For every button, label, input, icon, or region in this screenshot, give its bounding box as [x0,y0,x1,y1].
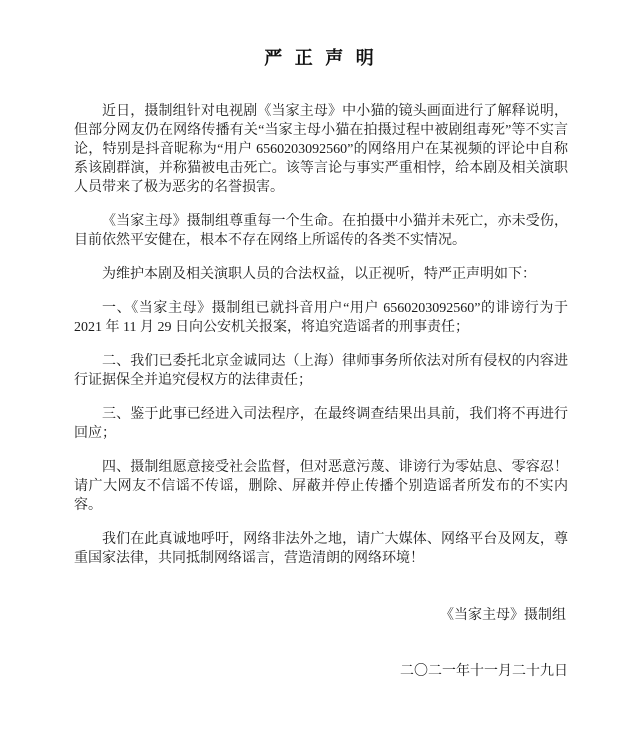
paragraph-appeal: 我们在此真诚地呼吁，网络非法外之地，请广大媒体、网络平台及网友，尊重国家法律，共同抵制网络谣言，营造清朗的网络环境！ [74,532,568,566]
paragraph-item-1: 一、《当家主母》摄制组已就抖音用户“用户 6560203092560”的诽谤行为于 2021 年 11 月 29 日向公安机关报案，将追究造谣者的刑事责任； [74,301,568,335]
document-title: 严 正 声 明 [264,48,378,68]
paragraph-cat-alive: 《当家主母》摄制组尊重每一个生命。在拍摄中小猫并未死亡，亦未受伤，目前依然平安健在，根本不存在网络上所谣传的各类不实情况。 [74,214,568,248]
paragraph-intro: 近日，摄制组针对电视剧《当家主母》中小猫的镜头画面进行了解释说明，但部分网友仍在网络传播有关“当家主母小猫在拍摄过程中被剧组毒死”等不实言论，特别是抖音昵称为“用户 6560203092560”的网络用户在某视频的评论中自称系该剧群演，并称猫被电击死亡。该等言论与事实严重相悖，给本剧及相关演职人员带来了极为恶劣的名誉损害。 [74,104,568,195]
signature: 《当家主母》摄制组 [440,608,566,623]
date: 二〇二一年十一月二十九日 [400,664,568,679]
paragraph-statement-lead: 为维护本剧及相关演职人员的合法权益，以正视听，特严正声明如下： [102,267,536,282]
paragraph-item-3: 三、鉴于此事已经进入司法程序，在最终调查结果出具前，我们将不再进行回应； [74,407,568,441]
paragraph-item-2: 二、我们已委托北京金诚同达（上海）律师事务所依法对所有侵权的内容进行证据保全并追究侵权方的法律责任； [74,354,568,388]
paragraph-item-4: 四、摄制组愿意接受社会监督，但对恶意污蔑、诽谤行为零姑息、零容忍！请广大网友不信谣不传谣，删除、屏蔽并停止传播个别造谣者所发布的不实内容。 [74,460,568,513]
